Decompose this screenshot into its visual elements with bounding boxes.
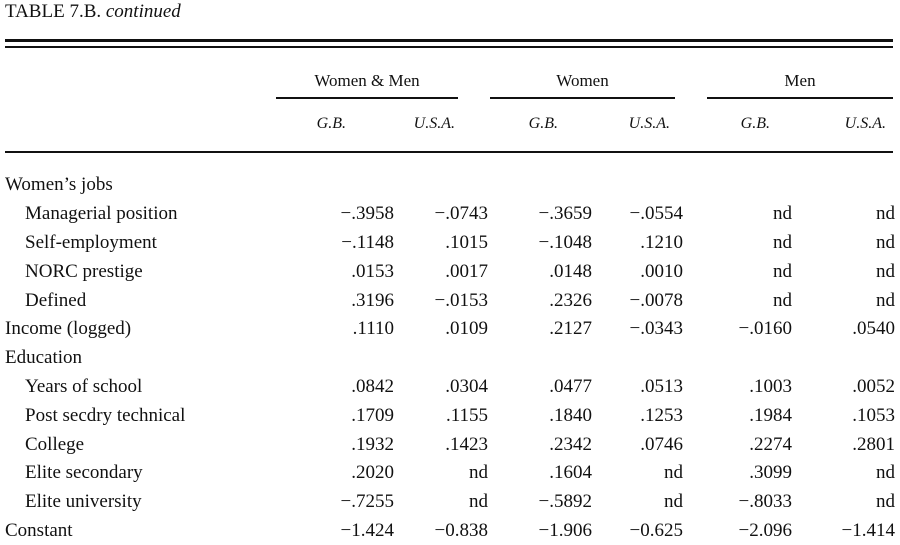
table-cell: −1.414 — [841, 519, 895, 541]
table-cell — [290, 171, 394, 200]
table-cell: .1253 — [640, 404, 683, 426]
table-cell: −.0554 — [629, 203, 683, 225]
subheader-usa: U.S.A. — [844, 115, 886, 132]
table-cell: −2.096 — [738, 519, 792, 541]
table-cell: .0010 — [640, 260, 683, 282]
table-cell: .1110 — [352, 318, 394, 340]
table-cell: −0.838 — [434, 519, 488, 541]
table-cell: .1840 — [549, 404, 592, 426]
group-header-women: Women — [556, 71, 609, 90]
table-cell: .1984 — [749, 404, 792, 426]
subheader-gb: G.B. — [740, 115, 770, 132]
table-cell: .2342 — [549, 433, 592, 455]
table-cell — [488, 344, 592, 373]
table-row — [5, 315, 895, 344]
subheader-gb: G.B. — [316, 115, 346, 132]
table-cell — [592, 171, 683, 200]
row-label: Women’s jobs — [5, 174, 113, 196]
table-cell — [683, 171, 792, 200]
row-label: Self-employment — [25, 231, 157, 253]
table-row — [5, 344, 895, 373]
table-cell: −1.424 — [340, 519, 394, 541]
table-row — [5, 286, 895, 315]
coefficient-table-body — [5, 171, 895, 545]
table-row — [5, 488, 895, 517]
table-cell: nd — [876, 462, 895, 484]
table-cell: .0052 — [852, 375, 895, 397]
table-cell: −.8033 — [738, 491, 792, 513]
table-cell: .0513 — [640, 375, 683, 397]
row-label: Defined — [25, 289, 87, 311]
table-cell: .1604 — [549, 462, 592, 484]
table-cell: nd — [773, 260, 792, 282]
row-label: Education — [5, 347, 83, 369]
header-bottom-rule — [5, 151, 893, 153]
table-cell: .1155 — [445, 404, 488, 426]
table-cell: .0746 — [640, 433, 683, 455]
top-rule-thick — [5, 39, 893, 42]
table-cell: −.5892 — [538, 491, 592, 513]
table-row — [5, 257, 895, 286]
table-cell: .0148 — [549, 260, 592, 282]
table-cell: −.0078 — [629, 289, 683, 311]
table-cell: nd — [664, 462, 683, 484]
subheader-gb: G.B. — [528, 115, 558, 132]
table-cell: .0477 — [549, 375, 592, 397]
table-cell: −.0153 — [434, 289, 488, 311]
table-row — [5, 171, 895, 200]
row-label: NORC prestige — [25, 260, 143, 282]
table-cell: nd — [773, 203, 792, 225]
table-row — [5, 229, 895, 258]
table-cell: .0540 — [852, 318, 895, 340]
top-rule-thin — [5, 46, 893, 48]
table-cell: .3196 — [351, 289, 394, 311]
row-label: Constant — [5, 519, 73, 541]
table-cell: .0842 — [351, 375, 394, 397]
table-cell — [792, 344, 895, 373]
table-cell: nd — [876, 491, 895, 513]
table-caption — [5, 1, 181, 23]
table-cell: .0017 — [445, 260, 488, 282]
table-cell: nd — [664, 491, 683, 513]
table-cell: .2801 — [852, 433, 895, 455]
row-label: Years of school — [25, 375, 143, 397]
table-cell: nd — [876, 203, 895, 225]
group-header-women-and-men: Women & Men — [314, 71, 420, 90]
table-cell: −.0343 — [629, 318, 683, 340]
subheader-usa: U.S.A. — [413, 115, 455, 132]
table-cell: nd — [876, 231, 895, 253]
table-cell: −.0160 — [738, 318, 792, 340]
table-cell: nd — [773, 231, 792, 253]
table-cell: .2274 — [749, 433, 792, 455]
table-cell — [488, 171, 592, 200]
table-cell — [394, 171, 488, 200]
group-header-men: Men — [784, 71, 816, 90]
table-cell: −.1148 — [341, 231, 394, 253]
table-cell: −.0743 — [434, 203, 488, 225]
table-cell: .1210 — [640, 231, 683, 253]
table-cell: .0109 — [445, 318, 488, 340]
table-cell — [394, 344, 488, 373]
table-cell: −0.625 — [629, 519, 683, 541]
table-cell: −.3958 — [340, 203, 394, 225]
table-row — [5, 430, 895, 459]
table-cell: .1709 — [351, 404, 394, 426]
table-caption-label: TABLE 7.B. — [5, 1, 102, 22]
table-cell: .3099 — [749, 462, 792, 484]
row-label: Income (logged) — [5, 318, 132, 340]
table-cell: nd — [876, 289, 895, 311]
row-label: Elite university — [25, 491, 142, 513]
table-cell — [683, 344, 792, 373]
subheader-usa: U.S.A. — [628, 115, 670, 132]
table-cell: .1932 — [351, 433, 394, 455]
table-row — [5, 459, 895, 488]
row-label: Post secdry technical — [25, 404, 186, 426]
table-cell: nd — [469, 462, 488, 484]
table-cell: .2020 — [351, 462, 394, 484]
row-label: Elite secondary — [25, 462, 143, 484]
table-cell: .1423 — [445, 433, 488, 455]
table-cell: −.1048 — [538, 231, 592, 253]
table-cell: .0304 — [445, 375, 488, 397]
table-caption-note: continued — [105, 1, 181, 22]
table-row — [5, 517, 895, 545]
table-cell — [290, 344, 394, 373]
table-cell: .1003 — [749, 375, 792, 397]
table-row — [5, 200, 895, 229]
group-underline-women — [490, 97, 675, 99]
group-underline-women-and-men — [276, 97, 458, 99]
table-cell: −1.906 — [538, 519, 592, 541]
row-label: College — [25, 433, 85, 455]
table-cell: nd — [773, 289, 792, 311]
table-cell — [592, 344, 683, 373]
table-row — [5, 373, 895, 402]
table-cell — [792, 171, 895, 200]
table-cell: −.3659 — [538, 203, 592, 225]
table-cell: nd — [469, 491, 488, 513]
table-cell: −.7255 — [340, 491, 394, 513]
table-cell: nd — [876, 260, 895, 282]
coefficient-table — [5, 171, 895, 545]
table-cell: .2127 — [549, 318, 592, 340]
table-cell: .1015 — [445, 231, 488, 253]
group-underline-men — [707, 97, 893, 99]
table-cell: .0153 — [351, 260, 394, 282]
table-row — [5, 401, 895, 430]
table-cell: .2326 — [549, 289, 592, 311]
table-cell: .1053 — [852, 404, 895, 426]
row-label: Managerial position — [25, 203, 178, 225]
